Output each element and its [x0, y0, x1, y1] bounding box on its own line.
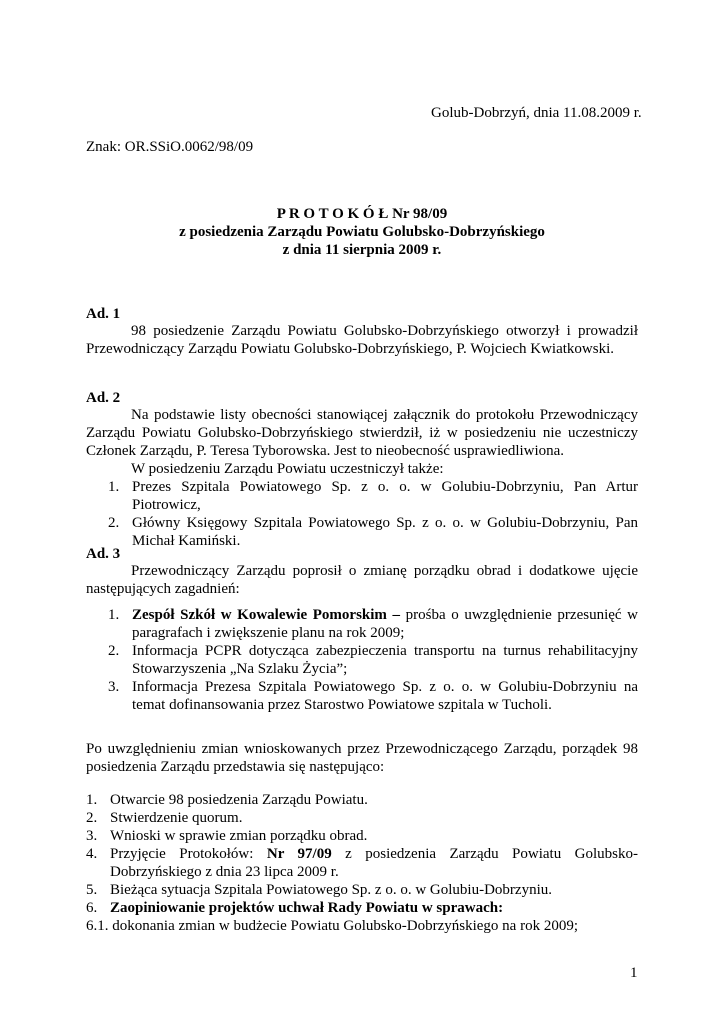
list-item-text: Informacja Prezesa Szpitala Powiatowego Sp. z o. o. w Golubiu-Dobrzyniu na temat dofinansowania przez Starostwo Powiatowe szpitala w Tucholi.	[132, 679, 638, 713]
agenda-item-number: 5.	[86, 882, 98, 898]
agenda-intro: Po uwzględnieniu zmian wnioskowanych przez Przewodniczącego Zarządu, porządek 98 posiedzenia Zarządu przedstawia się następująco:	[86, 741, 638, 775]
agenda-item-number: 1.	[86, 792, 98, 808]
list-item-number: 1.	[108, 479, 120, 495]
list-item-text: Główny Księgowy Szpitala Powiatowego Sp. z o. o. w Golubiu-Dobrzyniu, Pan Michał Kamiński.	[132, 515, 638, 549]
agenda-item-number: 2.	[86, 810, 98, 826]
agenda-item-number: 4.	[86, 846, 98, 862]
agenda-item-number: 6.	[86, 900, 98, 916]
list-item-number: 3.	[108, 679, 120, 695]
title-line-2: z posiedzenia Zarządu Powiatu Golubsko-Dobrzyńskiego	[179, 224, 545, 240]
list-item	[108, 514, 638, 550]
ad3-paragraph: Przewodniczący Zarządu poprosił o zmianę porządku obrad i dodatkowe ujęcie następujących zagadnień:	[86, 563, 638, 597]
agenda-item-text: Stwierdzenie quorum.	[110, 810, 243, 826]
ad1-paragraph: 98 posiedzenie Zarządu Powiatu Golubsko-Dobrzyńskiego otworzył i prowadził Przewodniczący Zarządu Powiatu Golubsko-Dobrzyńskiego, P. Wojciech Kwiatkowski.	[86, 323, 638, 357]
agenda-item-text: Wnioski w sprawie zmian porządku obrad.	[110, 828, 368, 844]
agenda-subitem: 6.1. dokonania zmian w budżecie Powiatu Golubsko-Dobrzyńskiego na rok 2009;	[86, 918, 578, 934]
ad3-items-list	[108, 606, 638, 714]
agenda-item-bold: Nr 97/09	[266, 846, 332, 862]
title-line-3: z dnia 11 sierpnia 2009 r.	[282, 242, 442, 258]
ad2-attendees-list	[108, 478, 638, 550]
agenda-item-number: 3.	[86, 828, 98, 844]
agenda-item-bold: Zaopiniowanie projektów uchwał Rady Powiatu w sprawach:	[110, 900, 504, 916]
place-date: Golub-Dobrzyń, dnia 11.08.2009 r.	[431, 105, 642, 121]
list-item	[108, 678, 638, 714]
ad3-heading: Ad. 3	[86, 546, 121, 562]
reference-number: Znak: OR.SSiO.0062/98/09	[86, 139, 254, 155]
agenda-item	[86, 881, 638, 899]
list-item	[108, 606, 638, 642]
list-item-text: Prezes Szpitala Powiatowego Sp. z o. o. w Golubiu-Dobrzyniu, Pan Artur Piotrowicz,	[132, 479, 638, 513]
agenda-item-text: Bieżąca sytuacja Szpitala Powiatowego Sp. z o. o. w Golubiu-Dobrzyniu.	[110, 882, 552, 898]
agenda-item-text-continued: z posiedzenia Zarządu Powiatu Golubsko-Dobrzyńskiego z dnia 23 lipca 2009 r.	[110, 846, 638, 880]
list-item-text: prośba o uwzględnienie przesunięć w paragrafach i zwiększenie planu na rok 2009;	[132, 607, 639, 641]
list-item-bold: Zespół Szkół w Kowalewie Pomorskim –	[132, 607, 401, 623]
agenda-item-text: Otwarcie 98 posiedzenia Zarządu Powiatu.	[110, 792, 368, 808]
ad2-intro: W posiedzeniu Zarządu Powiatu uczestniczył także:	[131, 461, 444, 477]
list-item-number: 1.	[108, 607, 120, 623]
list-item-number: 2.	[108, 515, 120, 531]
agenda-item	[86, 809, 638, 827]
list-item	[108, 642, 638, 678]
agenda-list	[86, 791, 638, 935]
list-item-text: Informacja PCPR dotycząca zabezpieczenia transportu na turnus rehabilitacyjny Stowarzyszenia „Na Szlaku Życia”;	[132, 643, 638, 677]
list-item-number: 2.	[108, 643, 120, 659]
ad1-heading: Ad. 1	[86, 306, 121, 322]
agenda-item	[86, 845, 638, 881]
ad2-heading: Ad. 2	[86, 390, 121, 406]
agenda-item-text: Przyjęcie Protokołów:	[110, 846, 267, 862]
ad2-paragraph: Na podstawie listy obecności stanowiącej załącznik do protokołu Przewodniczący Zarządu Powiatu Golubsko-Dobrzyńskiego stwierdził, iż w posiedzeniu nie uczestniczy Członek Zarządu, P. Teresa Tyborowska. Jest to nieobecność usprawiedliwiona.	[86, 407, 638, 459]
page-number: 1	[630, 965, 638, 981]
agenda-item	[86, 827, 638, 845]
agenda-item	[86, 791, 638, 809]
agenda-item	[86, 899, 638, 917]
list-item	[108, 478, 638, 514]
title-line-1: P R O T O K Ó Ł Nr 98/09	[276, 206, 448, 222]
